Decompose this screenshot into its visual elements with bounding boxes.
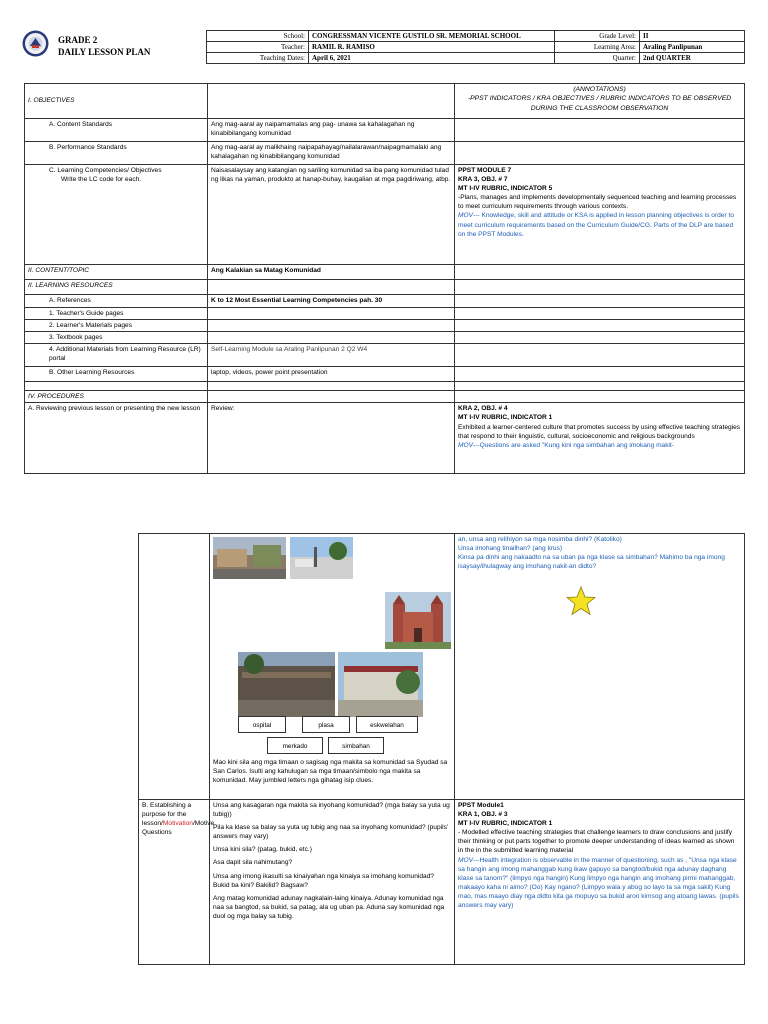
performance-standards-text: Ang mag-aaral ay malikhaing naipapahayag/nailalarawan/naipagmamalaki ang kahalagahan ng kinabibilangang komunidad <box>208 142 455 165</box>
teachers-guide-label: 1. Teacher's Guide pages <box>25 308 208 320</box>
photo-hospital <box>238 652 335 717</box>
other-resources-label: B. Other Learning Resources <box>25 367 208 382</box>
ann2-kra: KRA 2, OBJ. # 4 <box>458 405 508 413</box>
annotations-subtitle: -PPST INDICATORS / KRA OBJECTIVES / RUBRIC INDICATORS TO BE OBSERVED DURING THE CLASSROOM OBSERVATION <box>467 95 732 112</box>
establish-label-part1: B. Establishing a purpose for the lesson/ <box>142 802 192 828</box>
ann-cont-line1: an, unsa ang relihiyon sa mga nosimba dinhi? (Katoliko) <box>458 536 622 543</box>
ann1-kra: KRA 3, OBJ. # 7 <box>458 176 508 184</box>
teacher-label: Teacher: <box>207 42 309 53</box>
annotation-blank-10 <box>455 367 745 382</box>
photo-market <box>213 537 286 579</box>
word-ospital: ospital <box>238 716 286 733</box>
header-table <box>206 30 745 64</box>
ann2-mov-label: MOV <box>458 441 474 449</box>
other-resources-text: laptop, videos, power point presentation <box>208 367 455 382</box>
ann3-kra: KRA 1, OBJ. # 3 <box>458 811 508 819</box>
quarter-value: 2nd QUARTER <box>640 53 745 64</box>
annotations-title: (ANNOTATIONS) <box>573 86 626 93</box>
school-label: School: <box>207 31 309 42</box>
ann2-mov-text: ---Questions are asked "Kung kini nga simbahan ang imokang makit- <box>473 441 675 449</box>
content-standards-text: Ang mag-aaral ay naipamamalas ang pag- unawa sa kahalagahan ng kinabibilangang komunidad <box>208 119 455 142</box>
word-simbahan: simbahan <box>328 737 384 754</box>
learners-materials-value <box>208 320 455 332</box>
question-5: Unsa ang imong ikasulti sa kinaiyahan nga kinaiya sa imohang komunidad? Bukid ba kini? Bakilid? Bagsaw? <box>213 872 435 889</box>
word-eskwelahan: eskwelahan <box>356 716 418 733</box>
ann3-body: - Modelled effective teaching strategies that challenge learners to draw conclusions and justify their thinking or put parts together to promote deeper understanding of ideas learned as shown in the in the submitted learning material <box>458 829 735 855</box>
photo-church <box>385 592 451 649</box>
annotations-header <box>455 84 745 119</box>
additional-materials-label: 4. Additional Materials from Learning Resource (LR) portal <box>25 344 208 367</box>
annotation-blank-9 <box>455 344 745 367</box>
quarter-label: Quarter: <box>555 53 640 64</box>
title-grade: GRADE 2 <box>58 35 98 45</box>
plan-title <box>58 34 150 58</box>
ann1-mov-label: MOV <box>458 212 474 220</box>
ann-cont-line3: Kinsa pa dinhi ang nakaadto na sa uban pa nga klase sa simbahan? Mahimo ba nga imong isaysay/ihulagway ang imohang nakit-an didto? <box>458 554 725 571</box>
photo-school <box>338 652 423 717</box>
competencies-label <box>25 165 208 265</box>
ann2-mov <box>458 441 741 450</box>
objectives-heading: I. OBJECTIVES <box>25 84 208 119</box>
competencies-label-line2: Write the LC code for each. <box>61 176 142 184</box>
annotation-kra1 <box>455 800 745 965</box>
annotation-blank-6 <box>455 308 745 320</box>
ann1-rubric: MT I-IV RUBRIC, INDICATOR 5 <box>458 185 553 193</box>
ann1-mov-text: --- Knowledge, skill and attitude or KSA is applied in lesson planning objectives is order to meet curriculum requirements based on the Curriculum Guide/CG. Parts of the DLP are based on the PPST Modules. <box>458 212 734 238</box>
ann2-rubric: MT I-IV RUBRIC, INDICATOR 1 <box>458 414 553 422</box>
word-merkado: merkado <box>267 737 323 754</box>
title-dlp: DAILY LESSON PLAN <box>58 47 151 57</box>
annotation-blank-11 <box>455 391 745 403</box>
annotation-blank-7 <box>455 320 745 332</box>
content-standards-label: A. Content Standards <box>25 119 208 142</box>
ann3-mov <box>458 856 741 911</box>
spacer-cell <box>25 382 208 391</box>
question-2: Pila ka klase sa balay sa yuta ug tubig ang naa sa inyohang komunidad? (pupils' answers may vary) <box>213 824 449 841</box>
dates-value: April 6, 2021 <box>309 53 555 64</box>
grade-value: II <box>640 31 745 42</box>
content-topic-label: II. CONTENT/TOPIC <box>25 265 208 280</box>
review-continued-blank <box>139 534 210 800</box>
motive-questions <box>210 800 455 965</box>
area-value: Araling Panlipunan <box>640 42 745 53</box>
textbook-label: 3. Textbook pages <box>25 332 208 344</box>
deped-seal <box>22 30 49 57</box>
competencies-text: Naisasalaysay ang katangian ng sariling komunidad sa iba pang komunidad tulad ng likas na yaman, produkto at hanap-buhay, kaugalian at mga pagdiriwang, atbp. <box>208 165 455 265</box>
establish-label-motivation: Motivation <box>162 820 193 828</box>
ann1-module: PPST MODULE 7 <box>458 167 512 174</box>
learning-resources-blank <box>208 280 455 295</box>
ann1-body: -Plans, manages and implements developmentally sequenced teaching and learning processes to meet curriculum requirements through various contexts. <box>458 194 737 211</box>
content-topic-text: Ang Kalakian sa Matag Komunidad <box>208 265 455 280</box>
teachers-guide-value <box>208 308 455 320</box>
annotation-continued <box>455 534 745 800</box>
area-label: Learning Area: <box>555 42 640 53</box>
grade-label: Grade Level: <box>555 31 640 42</box>
ann1-mov <box>458 211 741 238</box>
images-instruction: Mao kini sila ang mga timaan o sagisag nga makita sa komunidad sa Syudad sa San Carlos. Isulti ang kahulugan sa mga timaan/simbolo nga makita sa komunidad. May jumbled letters nga gihatag isip clues. <box>213 759 448 784</box>
ann3-mov-text: ---Health integration is observable in the manner of questioning, such as , "Unsa nga klase sa hangin ang imong mahanggab kung ikaw gapuyo sa bangtod/bukid nga adunay daghang klase sa tanom?" (limpyo nga hangin) Kung limpyo nga hangin ang imohang pirmi mahanggab, makaayo kaha ni aimo? (Oo) Kay ngano? (Limpyo wala y abog so layo ta sa mga sakit) Kung mao, mas maayo diay nga didto kita ga mopuyo sa bukid aron kimsog ang atoang lawas. (pupils answers may vary) <box>458 856 739 910</box>
dates-label: Teaching Dates: <box>207 53 309 64</box>
question-1: Unsa ang kasagaran nga makita sa inyohang komunidad? (mga balay sa yuta ug tubig)) <box>213 802 450 819</box>
textbook-value <box>208 332 455 344</box>
learning-resources-label: II. LEARNING RESOURCES <box>25 280 208 295</box>
lesson-table-page1 <box>24 83 745 474</box>
objectives-blank <box>208 84 455 119</box>
annotation-kra2 <box>455 403 745 474</box>
annotation-blank-1 <box>455 119 745 142</box>
performance-standards-label: B. Performance Standards <box>25 142 208 165</box>
question-3: Unsa kini sila? (patag, bukid, etc.) <box>213 846 312 854</box>
spacer-cell-2 <box>208 382 455 391</box>
ann3-module: PPST Module1 <box>458 802 504 809</box>
star-icon <box>566 586 596 616</box>
question-6: Ang matag komunidad adunay nagkalain-laing kinaiya. Adunay komunidad nga naa sa bangtod, sa bukid, sa patag, ala ug uban pa. Aduna say komunidad nga duol og mga balay sa tubig. <box>213 894 445 920</box>
word-plasa: plasa <box>302 716 350 733</box>
references-label: A. References <box>25 295 208 308</box>
ann3-mov-label: MOV <box>458 856 474 864</box>
review-label: A. Reviewing previous lesson or presenting the new lesson <box>25 403 208 474</box>
references-text: K to 12 Most Essential Learning Competencies pah. 30 <box>208 295 455 308</box>
annotation-blank-8 <box>455 332 745 344</box>
establish-purpose-label <box>139 800 215 965</box>
annotation-blank-3 <box>455 265 745 280</box>
lesson-table-page2 <box>138 533 745 965</box>
procedures-blank <box>208 391 455 403</box>
additional-materials-text: Self-Learning Module sa Araling Panlipunan 2 Q2 W4 <box>208 344 455 367</box>
spacer-cell-3 <box>455 382 745 391</box>
ann2-body: Exhibited a learner-centered culture that promotes success by using effective teaching strategies that respond to their linguistic, cultural, socioeconomic and religious backgrounds <box>458 423 741 440</box>
school-value: CONGRESSMAN VICENTE GUSTILO SR. MEMORIAL SCHOOL <box>309 31 555 42</box>
annotation-kra3 <box>455 165 745 265</box>
procedures-label: IV. PROCEDURES <box>25 391 208 403</box>
ann-cont-line2: Unsa imohang tinailhan? (ang krus) <box>458 545 563 553</box>
annotation-blank-2 <box>455 142 745 165</box>
annotation-blank-5 <box>455 295 745 308</box>
question-4: Asa dapit sila nahimutang? <box>213 859 293 867</box>
teacher-value: RAMIL R. RAMISO <box>309 42 555 53</box>
photo-plaza <box>290 537 353 579</box>
learners-materials-label: 2. Learner's Materials pages <box>25 320 208 332</box>
establish-label-part2: /Motive Questions <box>142 820 215 837</box>
competencies-label-line1: C. Learning Competencies/ Objectives <box>49 167 162 174</box>
ann3-rubric: MT I-IV RUBRIC, INDICATOR 1 <box>458 820 553 828</box>
annotation-blank-4 <box>455 280 745 295</box>
review-images-cell <box>210 534 455 800</box>
review-text: Review: <box>208 403 455 474</box>
